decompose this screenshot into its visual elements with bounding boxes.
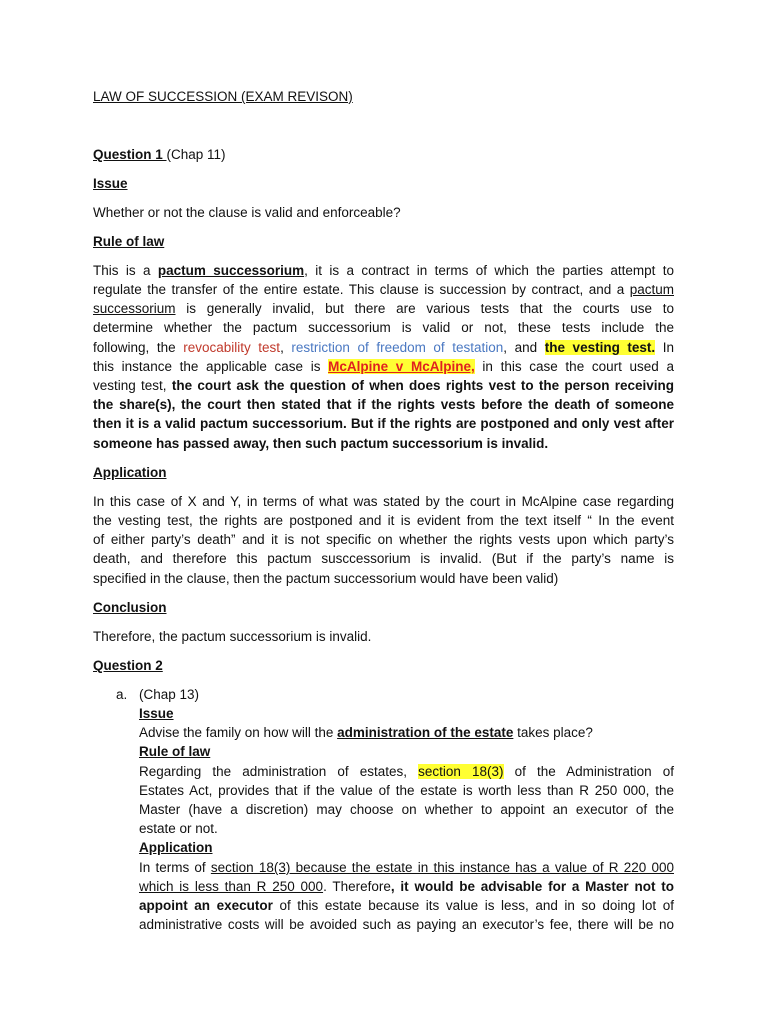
q1-application-heading: Application (93, 465, 167, 480)
q1-application-line: death, and therefore this pactum susccessorium is invalid. (But if the party’s name is (93, 551, 674, 566)
q1-rule-line (93, 299, 674, 318)
q2-issue-heading: Issue (139, 706, 174, 721)
text-run: vesting test, (93, 378, 172, 393)
text-run: regulate the transfer of the entire estate. This clause is succession by contract, and a (93, 282, 630, 297)
text-run: , and (503, 340, 545, 355)
text-run: of this estate because its value is less, and in so doing lot of (272, 898, 674, 913)
question-1-label: Question 1 (93, 147, 167, 162)
q1-rule-heading: Rule of law (93, 234, 165, 249)
q2-chapter: (Chap 13) (139, 687, 200, 702)
q2-application-line: administrative costs will be avoided such as paying an executor’s fee, there will be no (139, 917, 674, 932)
q1-application-line: of either party’s death” and it is not specific on whether the rights vests upon which party’s (93, 532, 674, 547)
q1-rule-line (93, 376, 674, 395)
q1-rule-line: then it is a valid pactum successorium. But if the rights are postponed and only vest after (93, 416, 674, 431)
list-marker: a. (116, 687, 128, 702)
text-run: following, the (93, 340, 184, 355)
q2-issue-text (139, 723, 674, 742)
text-run: this instance the applicable case is (93, 359, 329, 374)
q1-rule-line (93, 357, 674, 376)
revocability-test-term: revocability test (183, 340, 281, 355)
text-run: , it would be advisable for a Master not to (390, 879, 674, 894)
q1-application-line: the vesting test, the rights are postponed and it is evident from the text itself “ In the event (93, 513, 674, 528)
text-run: in this case the court used a (474, 359, 674, 374)
q2-rule-line (139, 762, 674, 781)
text-run: successorium (93, 301, 176, 316)
vesting-test-term: the vesting test. (544, 340, 656, 355)
text-run: Regarding the administration of estates, (139, 764, 419, 779)
pactum-successorium-term: pactum successorium (157, 263, 305, 278)
q2-rule-line: estate or not. (139, 821, 218, 836)
question-1-heading (93, 145, 674, 164)
text-run: takes place? (513, 725, 593, 740)
q2-application-line (139, 858, 674, 877)
text-run: , it is a contract in terms of which the parties attempt to (304, 263, 675, 278)
q2-rule-line: Master (have a discretion) may choose on whether to appoint an executor of the (139, 802, 674, 817)
q1-rule-line (93, 338, 674, 357)
text-run: section 18(3) because the estate in this instance has a value of R 220 000 (210, 860, 674, 875)
q1-issue-text: Whether or not the clause is valid and enforceable? (93, 205, 401, 220)
question-2-heading: Question 2 (93, 658, 163, 673)
text-run: , (280, 340, 292, 355)
section-highlight: section 18(3) (418, 764, 504, 779)
text-run: is generally invalid, but there are various tests that the courts use to (175, 301, 674, 316)
q2-rule-line: Estates Act, provides that if the value of the estate is worth less than R 250 000, the (139, 783, 674, 798)
document-title: LAW OF SUCCESSION (EXAM REVISON) (93, 89, 353, 104)
text-run: pactum (629, 282, 674, 297)
q1-issue-heading: Issue (93, 176, 128, 191)
q2-application-line (139, 896, 674, 915)
q1-conclusion-heading: Conclusion (93, 600, 167, 615)
text-run: This is a (93, 263, 158, 278)
text-run: the court ask the question of when does rights vest to the person receiving (171, 378, 674, 393)
q1-rule-line (93, 261, 674, 280)
question-1-chapter: (Chap 11) (166, 147, 226, 162)
q1-application-line: In this case of X and Y, in terms of what was stated by the court in McAlpine case regarding (93, 494, 674, 509)
text-run: appoint an executor (139, 898, 273, 913)
q2-rule-heading: Rule of law (139, 744, 211, 759)
text-run: Advise the family on how will the (139, 725, 338, 740)
text-run: of the Administration of (503, 764, 675, 779)
case-name-highlight: McAlpine v McAlpine, (328, 359, 475, 374)
text-run: In (655, 340, 674, 355)
text-run: In terms of (139, 860, 211, 875)
text-run: . Therefore (323, 879, 391, 894)
administration-term: administration of the estate (337, 725, 514, 740)
text-run: which is less than R 250 000 (139, 879, 324, 894)
q1-rule-line: someone has passed away, then such pactum successorium is invalid. (93, 436, 549, 451)
q1-rule-line: the share(s), the court then stated that if the rights vests before the death of someone (93, 397, 674, 412)
q1-application-line: specified in the clause, then the pactum successorium would have been valid) (93, 571, 559, 586)
q1-rule-line: determine whether the pactum successorium is valid or not, these tests include the (93, 320, 674, 335)
freedom-of-testation-term: restriction of freedom of testation (291, 340, 504, 355)
q2-application-line (139, 877, 674, 896)
q1-rule-line (93, 280, 674, 299)
q2-application-heading: Application (139, 840, 213, 855)
q1-conclusion-text: Therefore, the pactum successorium is invalid. (93, 629, 372, 644)
